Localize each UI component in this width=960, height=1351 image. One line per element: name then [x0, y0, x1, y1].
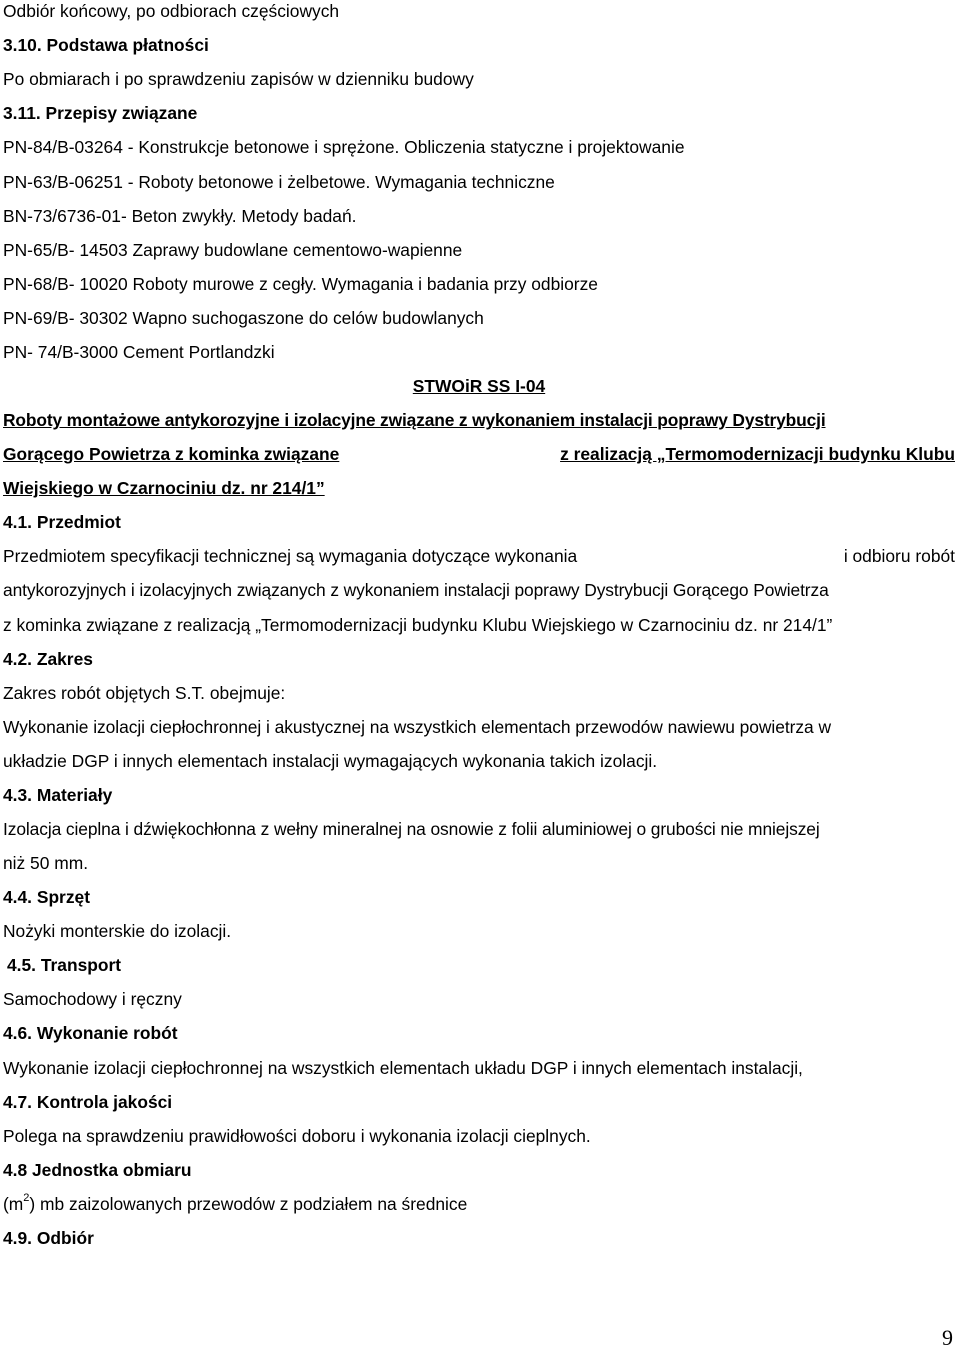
heading-4-1: 4.1. Przedmiot: [3, 512, 121, 532]
heading-4-6: 4.6. Wykonanie robót: [3, 1023, 178, 1043]
heading-4-8: 4.8 Jednostka obmiaru: [3, 1160, 192, 1180]
heading-3-10: 3.10. Podstawa płatności: [3, 35, 209, 55]
paragraph-line: antykorozyjnych i izolacyjnych związanych z wykonaniem instalacji poprawy Dystrybucji Gorącego Powietrza: [3, 580, 829, 600]
text-line: Po obmiarach i po sprawdzeniu zapisów w dzienniku budowy: [3, 69, 474, 89]
standard-ref: PN-63/B-06251 - Roboty betonowe i żelbetowe. Wymagania techniczne: [3, 172, 555, 192]
section-title-line: Roboty montażowe antykorozyjne i izolacyjne związane z wykonaniem instalacji poprawy Dystrybucji: [3, 410, 826, 430]
unit-open: (m: [3, 1194, 24, 1214]
standard-ref: PN-68/B- 10020 Roboty murowe z cegły. Wymagania i badania przy odbiorze: [3, 274, 598, 294]
paragraph-line: niż 50 mm.: [3, 853, 89, 873]
section-title-line: Wiejskiego w Czarnociniu dz. nr 214/1”: [3, 478, 325, 498]
paragraph-line: [3, 1193, 467, 1215]
heading-4-5: 4.5. Transport: [7, 955, 122, 975]
standard-ref: PN-65/B- 14503 Zaprawy budowlane cementowo-wapienne: [3, 240, 463, 260]
unit-superscript: 2: [23, 1192, 30, 1205]
page-number: 9: [942, 1325, 953, 1350]
paragraph-line: z kominka związane z realizacją „Termomodernizacji budynku Klubu Wiejskiego w Czarnociniu dz. nr 214/1”: [3, 615, 833, 635]
paragraph-right: i odbioru robót: [843, 546, 955, 566]
paragraph-line: Izolacja cieplna i dźwiękochłonna z wełny mineralnej na osnowie z folii aluminiowej o grubości nie mniejszej: [3, 819, 820, 839]
standard-ref: PN- 74/B-3000 Cement Portlandzki: [3, 342, 275, 362]
section-code: STWOiR SS I-04: [412, 376, 546, 396]
paragraph-line: Polega na sprawdzeniu prawidłowości doboru i wykonania izolacji cieplnych.: [3, 1126, 591, 1146]
paragraph-line: [3, 545, 955, 567]
paragraph-line: układzie DGP i innych elementach instalacji wymagających wykonania takich izolacji.: [3, 751, 658, 771]
heading-3-11: 3.11. Przepisy związane: [3, 103, 198, 123]
paragraph-line: Nożyki monterskie do izolacji.: [3, 921, 232, 941]
paragraph-left: Przedmiotem specyfikacji technicznej są wymagania dotyczące wykonania: [3, 546, 578, 566]
standard-ref: PN-69/B- 30302 Wapno suchogaszone do celów budowlanych: [3, 308, 484, 328]
paragraph-line: Wykonanie izolacji ciepłochronnej na wszystkich elementach układu DGP i innych elementach instalacji,: [3, 1058, 803, 1078]
text-line: Odbiór końcowy, po odbiorach częściowych: [3, 1, 340, 21]
paragraph-line: Zakres robót objętych S.T. obejmuje:: [3, 683, 286, 703]
heading-4-3: 4.3. Materiały: [3, 785, 113, 805]
unit-text: ) mb zaizolowanych przewodów z podziałem na średnice: [29, 1194, 468, 1214]
section-title-right: z realizacją „Termomodernizacji budynku Klubu: [560, 444, 955, 464]
standard-ref: BN-73/6736-01- Beton zwykły. Metody badań.: [3, 206, 357, 226]
paragraph-line: Wykonanie izolacji ciepłochronnej i akustycznej na wszystkich elementach przewodów nawiewu powietrza w: [3, 717, 831, 737]
paragraph-line: Samochodowy i ręczny: [3, 989, 182, 1009]
section-title-left: Gorącego Powietrza z kominka związane: [3, 444, 340, 464]
heading-4-2: 4.2. Zakres: [3, 649, 93, 669]
heading-4-7: 4.7. Kontrola jakości: [3, 1092, 173, 1112]
heading-4-4: 4.4. Sprzęt: [3, 887, 90, 907]
section-title-line: [3, 443, 955, 465]
standard-ref: PN-84/B-03264 - Konstrukcje betonowe i sprężone. Obliczenia statyczne i projektowanie: [3, 137, 685, 157]
heading-4-9: 4.9. Odbiór: [3, 1228, 94, 1248]
